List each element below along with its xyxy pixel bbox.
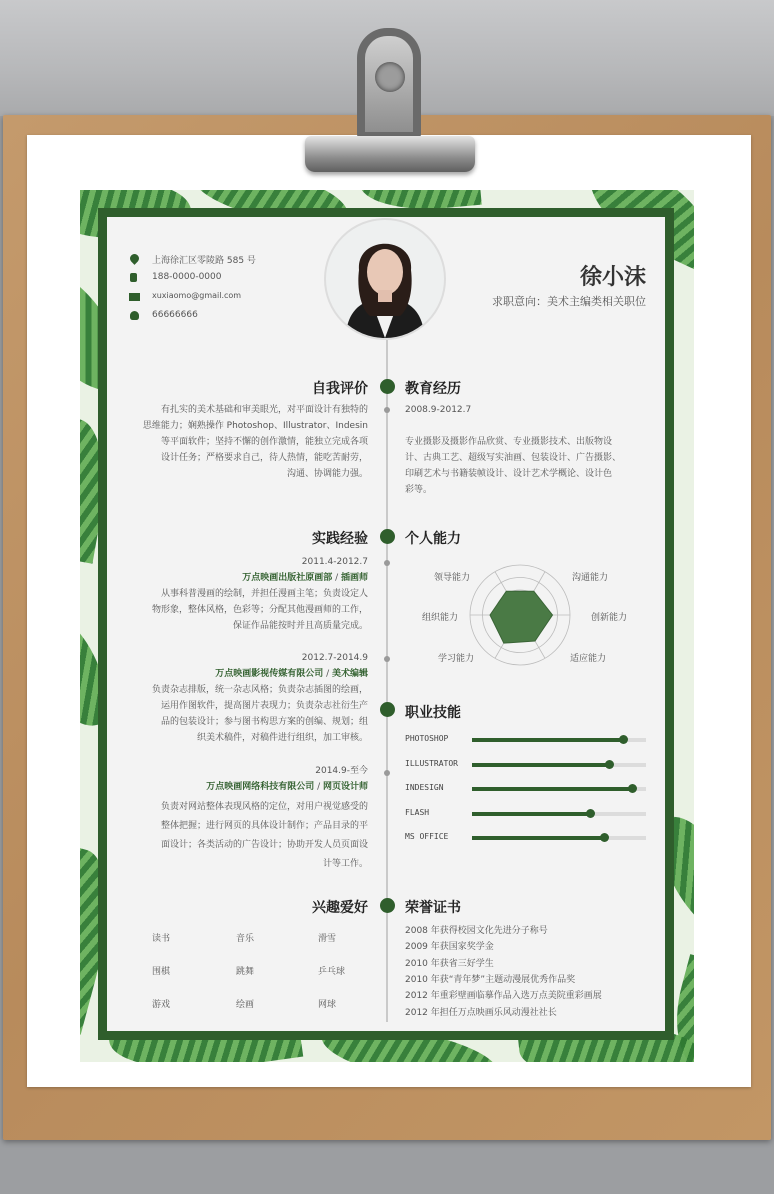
hobby-item: 乒乓球 xyxy=(318,967,346,977)
honor-item: 2010 年获“青年梦”主题动漫展优秀作品奖 xyxy=(405,974,576,985)
skill-label: MS OFFICE xyxy=(405,832,449,841)
timeline-small-dot xyxy=(384,560,390,566)
qq-icon xyxy=(130,311,139,320)
skill-bar-track xyxy=(472,836,646,840)
contact-qq: 66666666 xyxy=(152,310,198,320)
timeline-divider xyxy=(386,340,388,1022)
honor-item: 2012 年重彩壁画临摹作品入选万点美院重彩画展 xyxy=(405,991,602,1002)
avatar xyxy=(324,218,446,340)
hobby-item: 滑雪 xyxy=(318,934,337,944)
hobby-item: 音乐 xyxy=(236,934,255,944)
mail-icon xyxy=(129,293,140,301)
contact-email: xuxiaomo@gmail.com xyxy=(152,291,242,300)
section-title-education: 教育经历 xyxy=(405,381,461,397)
phone-icon xyxy=(130,273,137,282)
job-1-title: 万点映画出版社原画部 / 插画师 xyxy=(242,573,368,583)
education-period: 2008.9-2012.7 xyxy=(405,405,472,415)
hobby-item: 网球 xyxy=(318,1000,337,1010)
timeline-small-dot xyxy=(384,407,390,413)
section-title-honors: 荣誉证书 xyxy=(405,900,461,916)
timeline-dot xyxy=(380,898,395,913)
job-1-period: 2011.4-2012.7 xyxy=(301,557,368,567)
section-title-hobbies: 兴趣爱好 xyxy=(312,900,368,916)
job-2-title: 万点映画影视传媒有限公司 / 美术编辑 xyxy=(215,669,368,679)
skill-bar-track xyxy=(472,812,646,816)
hobby-item: 绘画 xyxy=(236,1000,255,1010)
contact-phone: 188-0000-0000 xyxy=(152,272,222,282)
section-title-practice: 实践经验 xyxy=(312,531,368,547)
job-2-text: 负责杂志排版，统一杂志风格；负责杂志插图的绘画， 运用作图软件，提高图片表现力；负责杂志社衍生产 品的包装设计；参与图书构思方案的创编、规划；组 织美术稿件，对稿件进行组织，加工审核。 xyxy=(151,685,368,743)
ability-radar xyxy=(460,560,580,670)
skill-label: INDESIGN xyxy=(405,783,444,792)
timeline-dot xyxy=(380,702,395,717)
ability-label-organization: 组织能力 xyxy=(422,613,459,623)
job-2-period: 2012.7-2014.9 xyxy=(301,653,368,663)
ability-label-communication: 沟通能力 xyxy=(572,573,609,583)
ability-label-leadership: 领导能力 xyxy=(434,573,471,583)
honor-item: 2009 年获国家奖学金 xyxy=(405,942,494,953)
skill-bar-track xyxy=(472,738,646,742)
job-objective: 求职意向：美术主编类相关职位 xyxy=(492,295,646,308)
contact-address: 上海徐汇区零陵路 585 号 xyxy=(152,256,256,266)
timeline-small-dot xyxy=(384,656,390,662)
job-3-text: 负责对网站整体表现风格的定位，对用户视觉感受的 整体把握；进行网页的具体设计制作；产品目录的平 面设计；各类活动的广告设计；协助开发人员页面设 计等工作。 xyxy=(160,802,368,869)
job-3-title: 万点映画网络科技有限公司 / 网页设计师 xyxy=(206,782,368,792)
honor-item: 2012 年担任万点映画乐风动漫社社长 xyxy=(405,1007,557,1018)
candidate-name: 徐小沫 xyxy=(579,265,646,290)
timeline-dot xyxy=(380,379,395,394)
hobby-item: 围棋 xyxy=(152,967,171,977)
skill-label: FLASH xyxy=(405,807,430,817)
hobby-item: 游戏 xyxy=(152,1000,171,1010)
ability-label-adaptability: 适应能力 xyxy=(570,654,607,664)
skill-label: PHOTOSHOP xyxy=(405,734,449,743)
section-title-self-eval: 自我评价 xyxy=(312,381,368,397)
job-3-period: 2014.9-至今 xyxy=(315,766,368,776)
ability-label-innovation: 创新能力 xyxy=(591,613,628,623)
skill-bar-fill xyxy=(472,738,623,742)
education-text: 专业摄影及摄影作品欣赏、专业摄影技术、出版物设 计、古典工艺、超级写实油画、包装设计、广告摄影、 印刷艺术与书籍装帧设计、设计艺术学概论、设计色 彩等。 xyxy=(405,437,622,495)
radar-value-shape xyxy=(490,591,553,643)
hobby-item: 读书 xyxy=(152,934,171,944)
section-title-ability: 个人能力 xyxy=(405,531,461,547)
job-1-text: 从事科普漫画的绘制，并担任漫画主笔；负责设定人 物形象，整体风格，色彩等；分配其他漫画师的工作， 保证作品能按时并且高质量完成。 xyxy=(151,589,368,631)
honor-item: 2010 年获省三好学生 xyxy=(405,958,494,969)
skill-label: ILLUSTRATOR xyxy=(405,758,458,768)
skill-bar-track xyxy=(472,763,646,767)
skill-bar-fill xyxy=(472,763,609,767)
timeline-small-dot xyxy=(384,770,390,776)
skill-bar-knob xyxy=(628,784,637,793)
binder-clip xyxy=(305,28,475,178)
ability-label-learning: 学习能力 xyxy=(438,654,475,664)
hobby-item: 跳舞 xyxy=(236,967,255,977)
honor-item: 2008 年获得校园文化先进分子称号 xyxy=(405,926,548,936)
section-title-skills: 职业技能 xyxy=(405,705,461,721)
skill-bar-fill xyxy=(472,836,604,840)
timeline-dot xyxy=(380,529,395,544)
skill-bar-track xyxy=(472,787,646,791)
skill-bar-knob xyxy=(586,809,595,818)
skill-bar-fill xyxy=(472,787,632,791)
skill-bar-fill xyxy=(472,812,590,816)
self-eval-text: 有扎实的美术基础和审美眼光，对平面设计有独特的 思维能力；娴熟操作 Photoshop、Illustrator、Indesin 等平面软件；坚持不懈的创作激情，能独立完成各项 设计任务；严格要求自己，待人热情，能吃苦耐劳， 沟通、协调能力强。 xyxy=(142,405,368,479)
skill-bar-knob xyxy=(605,760,614,769)
